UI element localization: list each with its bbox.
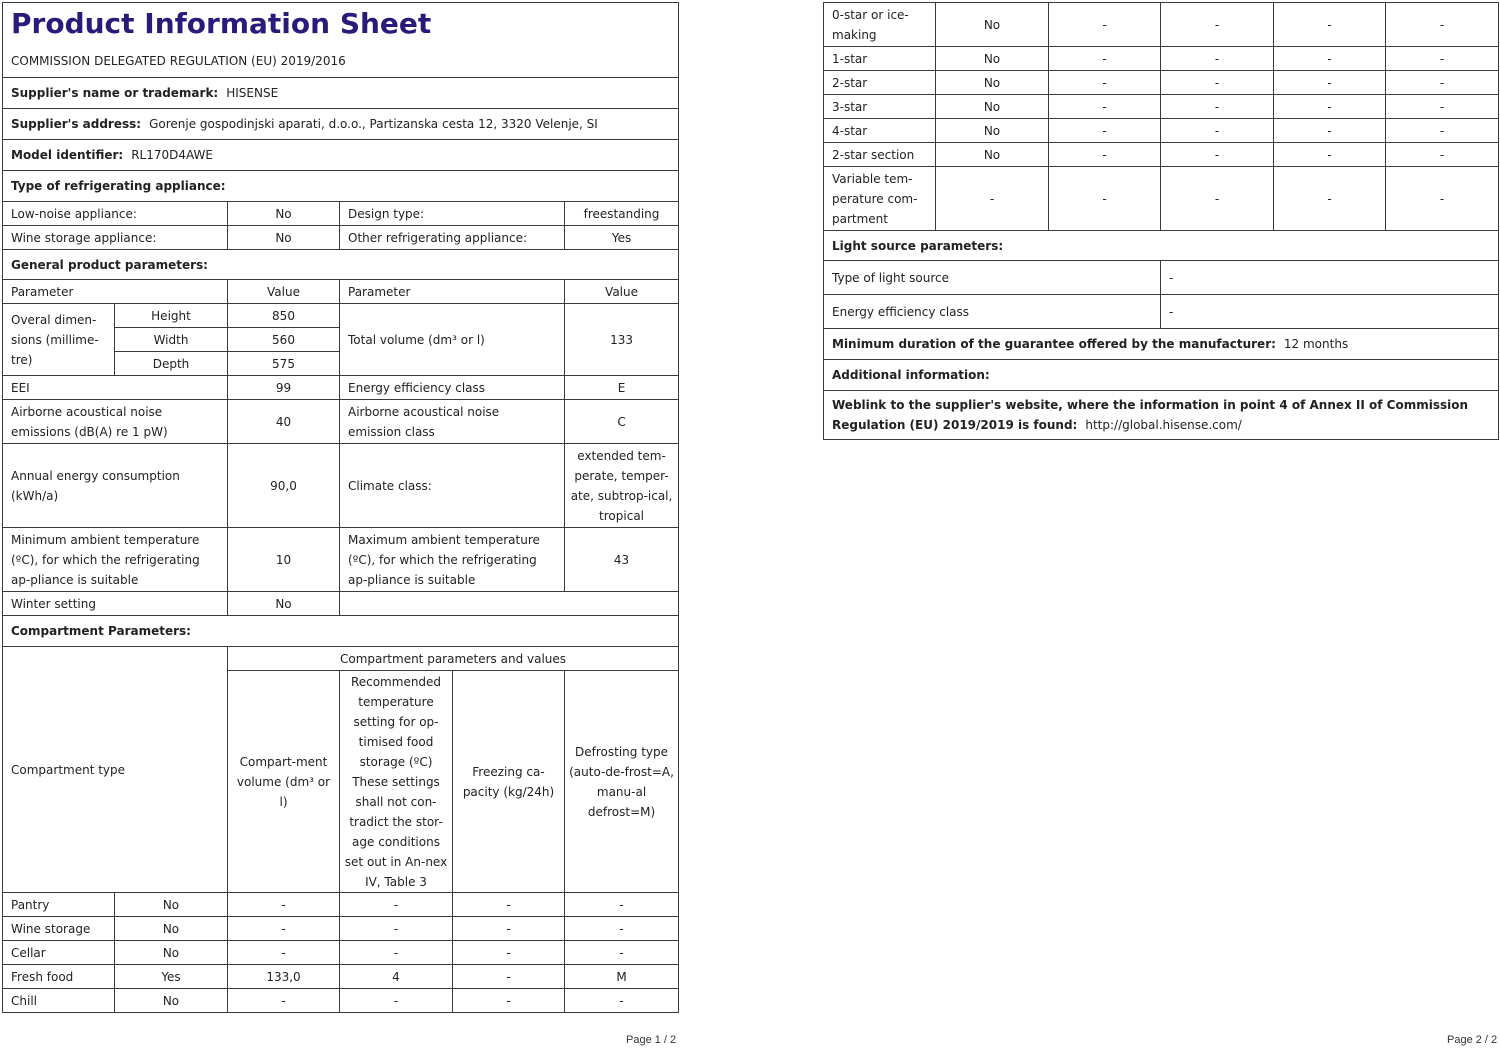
address-value: Gorenje gospodinjski aparati, d.o.o., Partizanska cesta 12, 3320 Velenje, SI (149, 117, 598, 131)
compartment-name: Fresh food (3, 965, 115, 989)
col-parameter-1: Parameter (3, 280, 228, 304)
total-volume-label: Total volume (dm³ or l) (340, 304, 565, 376)
compartment-name: 3-star (824, 95, 936, 119)
compartment-volume: - (1049, 143, 1161, 167)
compartment-continued-table (823, 2, 1499, 440)
compartment-name: Cellar (3, 941, 115, 965)
other-appliance-value: Yes (565, 226, 679, 250)
compartment-temp: - (340, 917, 453, 941)
max-ambient-label: Maximum ambient temperature (ºC), for which the refrigerating ap-pliance is suitable (340, 528, 565, 592)
compartment-present: No (936, 143, 1049, 167)
table-row (824, 167, 1499, 231)
compartment-freezing: - (1274, 47, 1386, 71)
compartment-volume: - (1049, 95, 1161, 119)
other-appliance-label: Other refrigerating appliance: (340, 226, 565, 250)
empty-cell (340, 592, 679, 616)
compartment-params-header: Compartment parameters and values (228, 647, 679, 671)
general-heading: General product parameters: (3, 250, 679, 280)
table-row (824, 47, 1499, 71)
compartment-defrost: M (565, 965, 679, 989)
compartment-defrost: - (1386, 95, 1499, 119)
compartment-defrost: - (1386, 47, 1499, 71)
wine-storage-label: Wine storage appliance: (3, 226, 228, 250)
compartment-freezing: - (453, 965, 565, 989)
header-cell (3, 3, 679, 78)
compartment-present: No (115, 989, 228, 1013)
compartment-freezing: - (1274, 143, 1386, 167)
noise-class-value: C (565, 400, 679, 444)
compartment-name: 2-star section (824, 143, 936, 167)
dimensions-label: Overal dimen-sions (millime-tre) (3, 304, 115, 376)
guarantee-value: 12 months (1283, 337, 1349, 351)
compartment-present: Yes (115, 965, 228, 989)
freezing-capacity-header: Freezing ca-pacity (kg/24h) (453, 671, 565, 893)
table-row (3, 989, 679, 1013)
compartment-freezing: - (453, 941, 565, 965)
compartment-present: No (115, 941, 228, 965)
winter-setting-label: Winter setting (3, 592, 228, 616)
col-parameter-2: Parameter (340, 280, 565, 304)
page-number: Page 2 / 2 (1447, 1034, 1498, 1046)
compartment-name: 0-star or ice-making (824, 3, 936, 47)
compartment-heading: Compartment Parameters: (3, 616, 679, 647)
compartment-defrost: - (1386, 119, 1499, 143)
regulation-text: COMMISSION DELEGATED REGULATION (EU) 2019/2016 (11, 54, 346, 68)
width-label: Width (115, 328, 228, 352)
light-class-value: - (1161, 295, 1499, 329)
compartment-present: - (936, 167, 1049, 231)
compartment-freezing: - (1274, 95, 1386, 119)
light-class-label: Energy efficiency class (824, 295, 1161, 329)
compartment-freezing: - (1274, 71, 1386, 95)
compartment-defrost: - (565, 917, 679, 941)
recommended-temp-header: Recommended temperature setting for op-timised food storage (ºC) These settings shall not con-tradict the stor-age conditions set out in An-nex IV, Table 3 (340, 671, 453, 893)
address-label: Supplier's address: (11, 117, 142, 131)
weblink-value[interactable]: http://global.hisense.com/ (1085, 418, 1242, 432)
compartment-temp: 4 (340, 965, 453, 989)
compartment-present: No (936, 3, 1049, 47)
compartment-defrost: - (1386, 143, 1499, 167)
noise-label: Airborne acoustical noise emissions (dB(A) re 1 pW) (3, 400, 228, 444)
compartment-temp: - (1161, 143, 1274, 167)
compartment-present: No (936, 95, 1049, 119)
compartment-defrost: - (1386, 71, 1499, 95)
min-ambient-label: Minimum ambient temperature (ºC), for which the refrigerating ap-pliance is suitable (3, 528, 228, 592)
address-row (3, 109, 679, 140)
table-row (3, 893, 679, 917)
compartment-volume: - (228, 917, 340, 941)
eei-value: 99 (228, 376, 340, 400)
compartment-present: No (115, 893, 228, 917)
compartment-temp: - (1161, 95, 1274, 119)
winter-setting-value: No (228, 592, 340, 616)
design-type-label: Design type: (340, 202, 565, 226)
compartment-temp: - (340, 893, 453, 917)
compartment-freezing: - (1274, 167, 1386, 231)
wine-storage-value: No (228, 226, 340, 250)
compartment-temp: - (1161, 47, 1274, 71)
energy-class-value: E (565, 376, 679, 400)
compartment-freezing: - (1274, 3, 1386, 47)
compartment-temp: - (340, 941, 453, 965)
compartment-defrost: - (565, 893, 679, 917)
compartment-volume: - (1049, 71, 1161, 95)
compartment-name: 2-star (824, 71, 936, 95)
supplier-label: Supplier's name or trademark: (11, 86, 219, 100)
noise-class-label: Airborne acoustical noise emission class (340, 400, 565, 444)
annual-energy-value: 90,0 (228, 444, 340, 528)
compartment-present: No (936, 119, 1049, 143)
supplier-value: HISENSE (226, 86, 279, 100)
total-volume-value: 133 (565, 304, 679, 376)
compartment-temp: - (340, 989, 453, 1013)
table-row (824, 95, 1499, 119)
compartment-temp: - (1161, 3, 1274, 47)
compartment-name: Wine storage (3, 917, 115, 941)
page-title: Product Information Sheet (11, 7, 432, 40)
low-noise-value: No (228, 202, 340, 226)
weblink-row (824, 391, 1499, 440)
compartment-volume: - (1049, 47, 1161, 71)
supplier-row (3, 78, 679, 109)
compartment-type-header: Compartment type (3, 647, 228, 893)
compartment-defrost: - (565, 989, 679, 1013)
light-source-heading: Light source parameters: (824, 231, 1499, 261)
compartment-defrost: - (1386, 3, 1499, 47)
col-value-1: Value (228, 280, 340, 304)
type-heading: Type of refrigerating appliance: (3, 171, 679, 202)
depth-value: 575 (228, 352, 340, 376)
design-type-value: freestanding (565, 202, 679, 226)
height-label: Height (115, 304, 228, 328)
compartment-volume-header: Compart-ment volume (dm³ or l) (228, 671, 340, 893)
compartment-temp: - (1161, 167, 1274, 231)
compartment-volume: - (228, 893, 340, 917)
compartment-name: Pantry (3, 893, 115, 917)
model-row (3, 140, 679, 171)
compartment-volume: 133,0 (228, 965, 340, 989)
product-info-table (2, 2, 679, 1013)
page-1 (0, 0, 680, 1049)
compartment-freezing: - (453, 917, 565, 941)
table-row (3, 965, 679, 989)
compartment-name: 4-star (824, 119, 936, 143)
compartment-present: No (115, 917, 228, 941)
compartment-freezing: - (1274, 119, 1386, 143)
climate-class-label: Climate class: (340, 444, 565, 528)
annual-energy-label: Annual energy consumption (kWh/a) (3, 444, 228, 528)
table-row (824, 143, 1499, 167)
compartment-name: Variable tem-perature com-partment (824, 167, 936, 231)
table-row (3, 917, 679, 941)
table-row (824, 3, 1499, 47)
compartment-present: No (936, 47, 1049, 71)
weblink-label: Weblink to the supplier's website, where the information in point 4 of Annex II of Commission Regulation (EU) 2019/2019 is found: (832, 398, 1469, 432)
light-type-value: - (1161, 261, 1499, 295)
width-value: 560 (228, 328, 340, 352)
guarantee-label: Minimum duration of the guarantee offered by the manufacturer: (832, 337, 1276, 351)
compartment-temp: - (1161, 71, 1274, 95)
compartment-name: 1-star (824, 47, 936, 71)
climate-class-value: extended tem-perate, temper-ate, subtrop-ical, tropical (565, 444, 679, 528)
light-type-label: Type of light source (824, 261, 1161, 295)
page-2 (818, 0, 1500, 1049)
compartment-freezing: - (453, 989, 565, 1013)
guarantee-row (824, 329, 1499, 360)
table-row (3, 941, 679, 965)
compartment-present: No (936, 71, 1049, 95)
model-value: RL170D4AWE (131, 148, 214, 162)
table-row (824, 119, 1499, 143)
height-value: 850 (228, 304, 340, 328)
eei-label: EEI (3, 376, 228, 400)
compartment-volume: - (1049, 119, 1161, 143)
low-noise-label: Low-noise appliance: (3, 202, 228, 226)
compartment-name: Chill (3, 989, 115, 1013)
defrosting-type-header: Defrosting type (auto-de-frost=A, manu-al defrost=M) (565, 671, 679, 893)
additional-info-heading: Additional information: (824, 360, 1499, 391)
noise-value: 40 (228, 400, 340, 444)
compartment-freezing: - (453, 893, 565, 917)
page-number: Page 1 / 2 (626, 1034, 677, 1046)
compartment-volume: - (228, 941, 340, 965)
depth-label: Depth (115, 352, 228, 376)
model-label: Model identifier: (11, 148, 124, 162)
energy-class-label: Energy efficiency class (340, 376, 565, 400)
compartment-defrost: - (1386, 167, 1499, 231)
compartment-temp: - (1161, 119, 1274, 143)
max-ambient-value: 43 (565, 528, 679, 592)
compartment-volume: - (228, 989, 340, 1013)
table-row (824, 71, 1499, 95)
compartment-volume: - (1049, 3, 1161, 47)
min-ambient-value: 10 (228, 528, 340, 592)
compartment-volume: - (1049, 167, 1161, 231)
col-value-2: Value (565, 280, 679, 304)
compartment-defrost: - (565, 941, 679, 965)
